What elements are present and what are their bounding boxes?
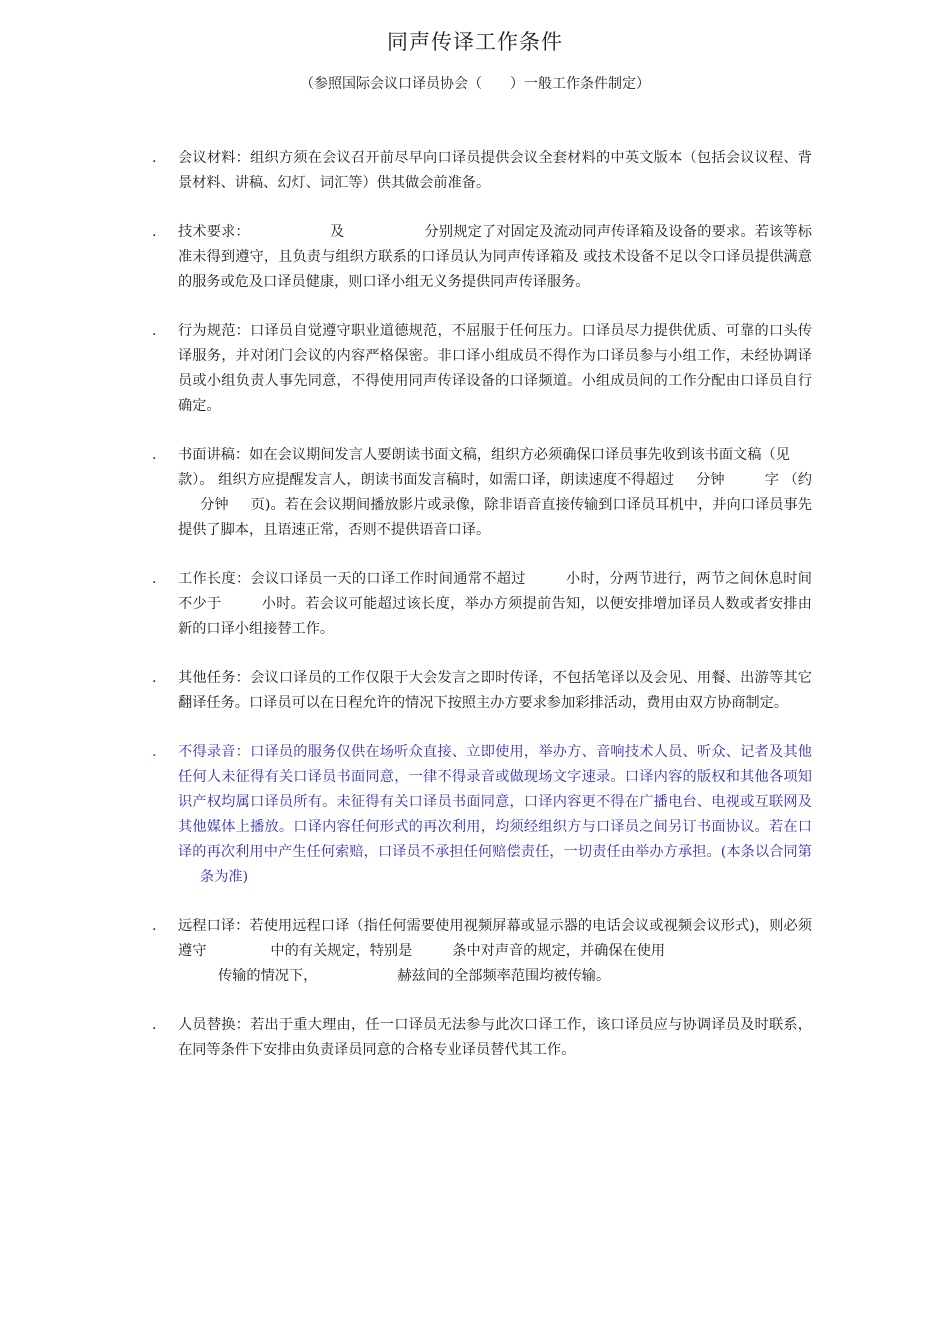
term-text-part: 不得录音：口译员的服务仅供在场听众直接、立即使用，举办方、音响技术人员、听众、记者及其他任何人未征得有关口译员书面同意，一律不得录音或做现场文字速录。口译内容的版权和其他各项知识产权均属口译员所有。未征得有关口译员书面同意，口译内容更不得在广播电台、电视或互联网及其他媒体上播放。口译内容任何形式的再次利用，均须经组织方与口译员之间另订书面协议。若在口译的再次利用中产生任何索赔，口译员不承担任何赔偿责任，一切责任由举办方承担。(本条以合同第	[178, 744, 812, 860]
term-text-part: 书面讲稿：如在会议期间发言人要朗读书面文稿，组织方必须确保口译员事先收到该书面文稿（见	[178, 447, 790, 463]
term-text: 人员替换：若出于重大理由，任一口译员无法参与此次口译工作，该口译员应与协调译员及时联系，在同等条件下安排由负责译员同意的合格专业译员替代其工作。	[178, 1017, 812, 1058]
term-item-technical	[152, 220, 812, 295]
bullet: .	[152, 447, 157, 463]
term-text-part: 赫兹间的全部频率范围均被传输。	[397, 968, 611, 984]
bullet: .	[152, 670, 157, 686]
term-item-written-speech	[152, 443, 812, 543]
term-text-part: 传输的情况下，	[218, 968, 318, 984]
term-text: 行为规范：口译员自觉遵守职业道德规范，不屈服于任何压力。口译员尽力提供优质、可靠的口头传译服务，并对闭门会议的内容严格保密。非口译小组成员不得作为口译员参与小组工作，未经协调译员或小组负责人事先同意，不得使用同声传译设备的口译频道。小组成员间的工作分配由口译员自行确定。	[178, 323, 812, 414]
term-item-replacement	[152, 1013, 812, 1063]
term-text-part: 分钟	[200, 497, 229, 513]
term-item-no-recording	[152, 740, 812, 890]
term-text-part: 款）。 组织方应提醒发言人，朗读书面发言稿时，如需口译，朗读速度不得超过	[178, 472, 675, 488]
term-item-remote-interpreting	[152, 914, 812, 989]
document-subtitle: （参照国际会议口译员协会（ ）一般工作条件制定）	[300, 76, 650, 92]
term-text-part: 技术要求：	[178, 224, 250, 240]
term-text-part: 工作长度：会议口译员一天的口译工作时间通常不超过	[178, 571, 526, 587]
term-text-part: 小时，分两节进行，两节之间休息时间不少于	[178, 571, 812, 612]
term-text-part: 分别规定了对固定及流动同声传译箱及设备的要求。若该等标准未得到遵守，且负责与组织方联系的口译员认为同声传译箱及 或技术设备不足以令口译员提供满意的服务或危及口译员健康，则口译小组无义务提供同声传译服务。	[178, 224, 812, 290]
bullet: .	[152, 323, 157, 339]
bullet: .	[152, 1017, 157, 1033]
term-text-part: 条中对声音的规定，并确保在使用	[452, 943, 666, 959]
term-text-part: 分钟	[696, 472, 725, 488]
document-title: 同声传译工作条件	[387, 30, 563, 54]
term-text: 会议材料：组织方须在会议召开前尽早向口译员提供会议全套材料的中英文版本（包括会议议程、背景材料、讲稿、幻灯、词汇等）供其做会前准备。	[178, 150, 812, 191]
terms-list	[152, 146, 812, 1087]
term-item-conduct	[152, 319, 812, 419]
term-text-part: 页)。若在会议期间播放影片或录像，除非语音直接传输到口译员耳机中，并向口译员事先提供了脚本，且语速正常，否则不提供语音口译。	[178, 497, 812, 538]
term-item-other-tasks	[152, 666, 812, 716]
term-item-working-hours	[152, 567, 812, 642]
term-text-part: 中的有关规定，特别是	[270, 943, 413, 959]
term-item-materials	[152, 146, 812, 196]
term-text-part: 远程口译：若使用远程口译（指任何需要使用视频屏幕或显示器的电话会议或视频会议形式)，则必须遵守	[178, 918, 812, 959]
bullet: .	[152, 224, 157, 240]
term-text-part: 及	[329, 224, 345, 240]
term-text-part: 字 （约	[764, 472, 812, 488]
bullet: .	[152, 571, 157, 587]
term-text-part: 小时。若会议可能超过该长度，举办方须提前告知，以便安排增加译员人数或者安排由新的口译小组接替工作。	[178, 596, 812, 637]
term-text: 其他任务：会议口译员的工作仅限于大会发言之即时传译，不包括笔译以及会见、用餐、出游等其它翻译任务。口译员可以在日程允许的情况下按照主办方要求参加彩排活动，费用由双方协商制定。	[178, 670, 812, 711]
bullet: .	[152, 744, 157, 760]
term-text-part: 条为准)	[200, 869, 249, 885]
bullet: .	[152, 918, 157, 934]
bullet: .	[152, 150, 157, 166]
